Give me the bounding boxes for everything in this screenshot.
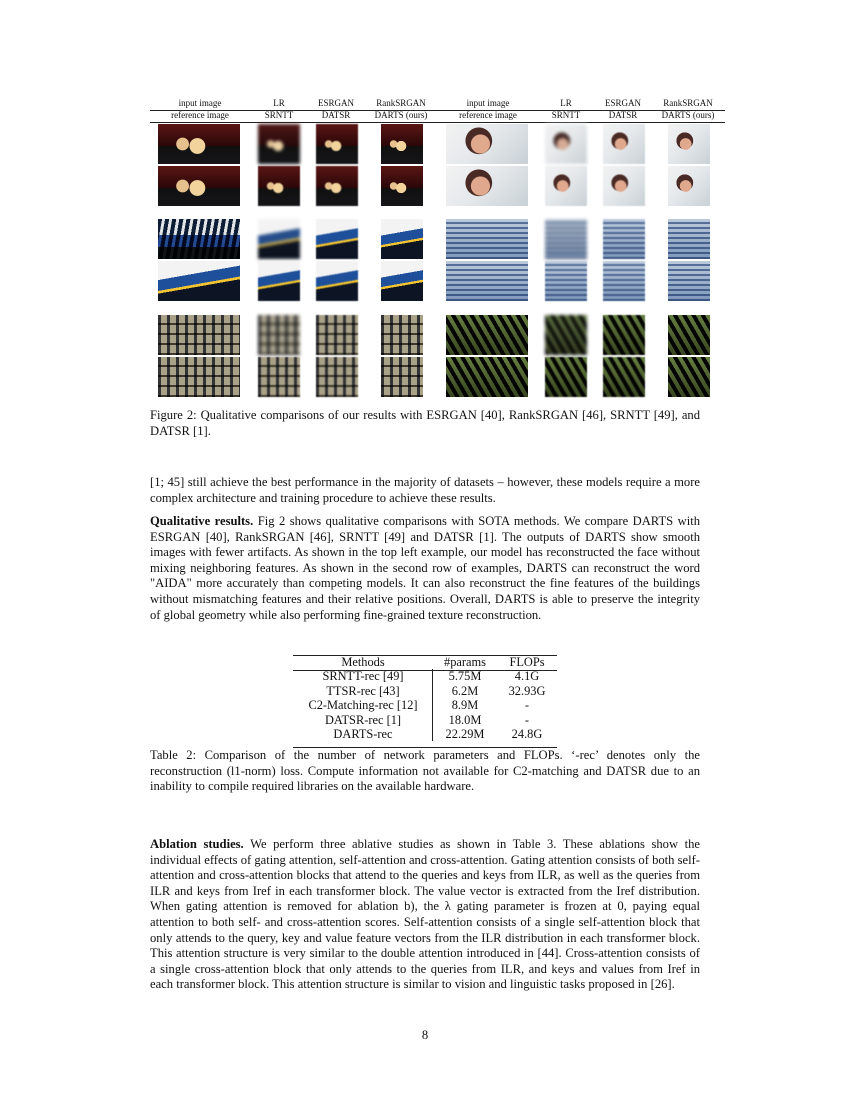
- col-header: DATSR: [608, 110, 638, 120]
- table-cell: DARTS-rec: [333, 726, 393, 741]
- ranksrgan-image: [381, 219, 423, 259]
- paragraph-body: We perform three ablative studies as shown in Table 3. These ablations show the individual effects of gating attention, self-attention and cross-attention. Gating attention consists of both self-attention and cross-attention blocks that attend to the queries and keys from ILR, as well as the queries from ILR and keys from Iref in each transformer block. The value vector is extracted from the Iref distribution. When gating attention is removed for ablation b), the λ gating parameter is frozen at 0, paying equal attention to both self- and cross-attention scores. Self-attention consists of a single self-attention block that only attends to the query, key and value feature vectors from the ILR distribution in each transformer block. This attention structure is very similar to the double attention introduced in [44]. Cross-attention consists of a single cross-attention block that only attends to the queries from ILR, and keys and values from Iref in each transformer block. This attention structure is similar to vision and linguistic tasks proposed in [26].: [150, 837, 701, 992]
- input-image: [158, 124, 240, 164]
- col-header: reference image: [171, 110, 229, 120]
- esrgan-image: [316, 124, 358, 164]
- input-image: [446, 315, 528, 355]
- table-cell: -: [524, 712, 530, 727]
- reference-image: [446, 166, 528, 206]
- ranksrgan-image: [381, 315, 423, 355]
- intro-paragraph: [1; 45] still achieve the best performance in the majority of datasets – however, these models require a more complex architecture and training procedure to achieve these results.: [150, 475, 700, 505]
- darts-image: [668, 261, 710, 301]
- col-header: input image: [178, 98, 222, 108]
- srntt-image: [258, 166, 300, 206]
- col-header: DARTS (ours): [374, 110, 428, 120]
- reference-image: [158, 166, 240, 206]
- datsr-image: [316, 357, 358, 397]
- table-cell: 24.8G: [511, 726, 543, 741]
- reference-image: [158, 261, 240, 301]
- esrgan-image: [603, 315, 645, 355]
- table-row: [293, 684, 557, 698]
- esrgan-image: [603, 124, 645, 164]
- col-header: RankSRGAN: [663, 98, 713, 108]
- col-header: ESRGAN: [604, 98, 642, 108]
- lr-image: [258, 315, 300, 355]
- datsr-image: [603, 261, 645, 301]
- section-heading: Ablation studies.: [150, 837, 244, 851]
- table-cell: SRNTT-rec [49]: [322, 669, 404, 684]
- input-image: [446, 219, 528, 259]
- table-cell: 32.93G: [508, 683, 546, 698]
- table-2: [293, 655, 557, 741]
- page-number: 8: [421, 1028, 429, 1042]
- ranksrgan-image: [668, 315, 710, 355]
- col-header: input image: [466, 98, 510, 108]
- lr-image: [258, 219, 300, 259]
- col-header: LR: [273, 98, 285, 108]
- col-header: DATSR: [321, 110, 351, 120]
- datsr-image: [316, 166, 358, 206]
- datsr-image: [603, 357, 645, 397]
- srntt-image: [545, 357, 587, 397]
- table-row: [293, 669, 557, 683]
- input-image: [158, 219, 240, 259]
- ablation-paragraph: [150, 837, 700, 993]
- paragraph-body: Fig 2 shows qualitative comparisons with SOTA methods. We compare DARTS with ESRGAN [40], RankSRGAN [46], SRNTT [49] and DATSR [1]. The outputs of DARTS show smooth images with fewer artifacts. As shown in the top left example, our model has reconstructed the face without mixing neighboring features. As shown in the second row of examples, DARTS can reconstruct the word "AIDA" more accurately than competing models. It can also reconstruct the fine features of the buildings without mismatching features and their relative positions. Overall, DARTS is able to preserve the integrity of global geometry while also performing fine-grained texture reconstruction.: [150, 514, 700, 622]
- col-header: reference image: [459, 110, 517, 120]
- table-row: [293, 727, 557, 741]
- table-cell: 8.9M: [451, 698, 479, 713]
- reference-image: [446, 261, 528, 301]
- reference-image: [446, 357, 528, 397]
- table-cell: 22.29M: [445, 726, 485, 741]
- figure-caption: Figure 2: Qualitative comparisons of our results with ESRGAN [40], RankSRGAN [46], SRNTT [49], and DATSR [1].: [150, 408, 700, 438]
- darts-image: [668, 166, 710, 206]
- input-image: [446, 124, 528, 164]
- table-header-row: [293, 655, 557, 669]
- header-cell: #params: [444, 655, 486, 669]
- reference-image: [158, 357, 240, 397]
- darts-image: [668, 357, 710, 397]
- datsr-image: [316, 261, 358, 301]
- lr-image: [545, 315, 587, 355]
- header-rule: [150, 122, 725, 123]
- table-header-rule: [293, 670, 557, 671]
- ranksrgan-image: [668, 124, 710, 164]
- col-header: RankSRGAN: [376, 98, 426, 108]
- esrgan-image: [603, 219, 645, 259]
- datsr-image: [603, 166, 645, 206]
- col-header: ESRGAN: [317, 98, 355, 108]
- col-header: SRNTT: [264, 110, 294, 120]
- ranksrgan-image: [381, 124, 423, 164]
- table-cell: 18.0M: [448, 712, 482, 727]
- table-cell: 4.1G: [514, 669, 540, 684]
- table-cell: C2-Matching-rec [12]: [308, 698, 418, 713]
- col-header: LR: [560, 98, 572, 108]
- srntt-image: [258, 357, 300, 397]
- table-row: [293, 698, 557, 712]
- qualitative-paragraph: [150, 514, 700, 623]
- table-cell: TTSR-rec [43]: [326, 683, 400, 698]
- header-cell: FLOPs: [509, 655, 545, 669]
- col-header: DARTS (ours): [661, 110, 715, 120]
- table-row: [293, 713, 557, 727]
- lr-image: [258, 124, 300, 164]
- col-header: SRNTT: [551, 110, 581, 120]
- input-image: [158, 315, 240, 355]
- header-cell: Methods: [341, 655, 385, 669]
- table-cell: 6.2M: [451, 683, 479, 698]
- ranksrgan-image: [668, 219, 710, 259]
- esrgan-image: [316, 219, 358, 259]
- srntt-image: [258, 261, 300, 301]
- darts-image: [381, 357, 423, 397]
- darts-image: [381, 166, 423, 206]
- table-cell: -: [524, 698, 530, 713]
- table-caption: Table 2: Comparison of the number of network parameters and FLOPs. ‘-rec’ denotes only the reconstruction (l1-norm) loss. Compute information not available for C2-matching and DATSR due to an inability to compile required libraries on the available hardware.: [150, 748, 700, 794]
- table-cell: DATSR-rec [1]: [324, 712, 402, 727]
- table-cell: 5.75M: [448, 669, 482, 684]
- header-rule: [150, 110, 725, 111]
- srntt-image: [545, 166, 587, 206]
- section-heading: Qualitative results.: [150, 514, 254, 528]
- srntt-image: [545, 261, 587, 301]
- darts-image: [381, 261, 423, 301]
- lr-image: [545, 124, 587, 164]
- esrgan-image: [316, 315, 358, 355]
- lr-image: [545, 219, 587, 259]
